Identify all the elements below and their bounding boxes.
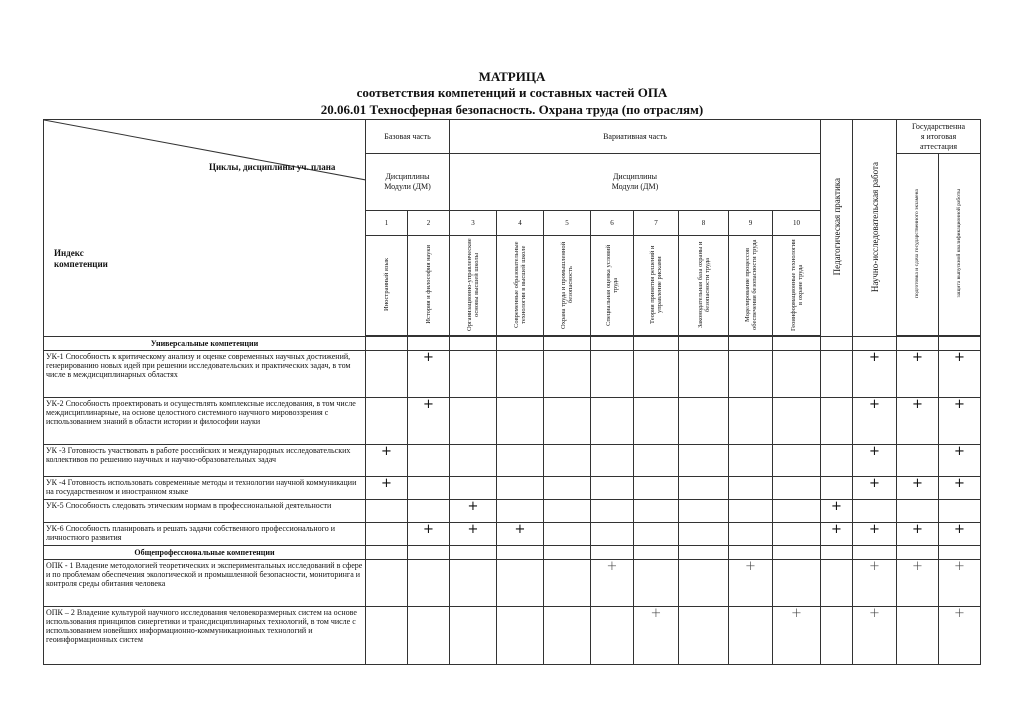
- matrix-cell: [450, 523, 497, 546]
- matrix-cell: [634, 560, 679, 607]
- matrix-cell: [497, 477, 544, 500]
- empty-cell: [408, 546, 450, 560]
- gia-thesis-header: защита выпускной квалификационной работы: [939, 154, 981, 336]
- matrix-cell: [821, 445, 853, 477]
- matrix-cell: [634, 398, 679, 445]
- matrix-cell: [366, 398, 408, 445]
- matrix-cell: [634, 500, 679, 523]
- general-competences-section: [44, 546, 981, 560]
- empty-cell: [497, 337, 544, 351]
- plus-mark: +: [423, 350, 434, 365]
- matrix-cell: [853, 607, 897, 665]
- matrix-cell: [729, 398, 773, 445]
- matrix-cell: [497, 445, 544, 477]
- matrix-cell: [544, 523, 591, 546]
- matrix-cell: [544, 477, 591, 500]
- matrix-cell: [679, 445, 729, 477]
- matrix-cell: [853, 477, 897, 500]
- matrix-cell: [634, 523, 679, 546]
- matrix-cell: [773, 607, 821, 665]
- matrix-cell: [821, 500, 853, 523]
- discipline-header-8: Законодательная база охраны и безопасности труда: [679, 236, 729, 336]
- matrix-cell: [821, 477, 853, 500]
- gia-header: Государственна я итоговая аттестация: [897, 120, 981, 154]
- matrix-cell: [634, 477, 679, 500]
- matrix-cell: [408, 445, 450, 477]
- matrix-cell: [773, 500, 821, 523]
- universal-competences-section-label: Универсальные компетенции: [44, 337, 366, 351]
- discipline-header-1: Иностранный язык: [366, 236, 408, 336]
- matrix-cell: [897, 445, 939, 477]
- discipline-header-2: История и философия науки: [408, 236, 450, 336]
- matrix-cell: [773, 523, 821, 546]
- matrix-cell: [634, 445, 679, 477]
- matrix-cell: [591, 351, 634, 398]
- matrix-cell: [497, 398, 544, 445]
- matrix-cell: [897, 607, 939, 665]
- matrix-cell: [853, 351, 897, 398]
- matrix-cell: [853, 523, 897, 546]
- matrix-cell: [729, 351, 773, 398]
- empty-cell: [821, 546, 853, 560]
- matrix-cell: [366, 351, 408, 398]
- matrix-cell: [939, 560, 981, 607]
- matrix-cell: [939, 607, 981, 665]
- matrix-cell: [821, 523, 853, 546]
- plus-mark: +: [869, 522, 880, 537]
- matrix-cell: [939, 398, 981, 445]
- competence-description: УК -3 Готовность участвовать в работе российских и международных исследовательских коллективов по решению научных и научно-образовательных задач: [44, 445, 366, 477]
- competence-description: УК-2 Способность проектировать и осуществлять комплексные исследования, в том числе междисциплинарные, на основе целостного системного научного мировоззрения с использованием знаний в области истории и философии науки: [44, 398, 366, 445]
- matrix-cell: [634, 351, 679, 398]
- matrix-cell: [897, 398, 939, 445]
- matrix-cell: [366, 500, 408, 523]
- matrix-cell: [939, 445, 981, 477]
- plus-mark: +: [954, 559, 965, 574]
- general-competences-section-label: Общепрофессиональные компетенции: [44, 546, 366, 560]
- plus-mark: +: [467, 522, 479, 537]
- matrix-cell: [366, 523, 408, 546]
- matrix-cell: [897, 523, 939, 546]
- plus-mark: +: [954, 397, 965, 412]
- matrix-cell: [679, 500, 729, 523]
- plus-mark: +: [381, 476, 392, 491]
- matrix-cell: [729, 477, 773, 500]
- plus-mark: +: [954, 606, 965, 621]
- plus-mark: +: [869, 476, 880, 491]
- matrix-cell: [679, 351, 729, 398]
- column-number-2: 2: [408, 211, 450, 236]
- cycles-label: Циклы, дисциплины уч. плана: [209, 162, 336, 172]
- matrix-cell: [821, 607, 853, 665]
- diagonal-line: [44, 120, 366, 336]
- matrix-cell: [634, 607, 679, 665]
- matrix-cell: [408, 560, 450, 607]
- empty-cell: [773, 337, 821, 351]
- header-corner-cell: [44, 120, 366, 337]
- competence-description: УК -4 Готовность использовать современные методы и технологии научной коммуникации на государственном и иностранном языке: [44, 477, 366, 500]
- matrix-cell: [679, 477, 729, 500]
- matrix-cell: [544, 398, 591, 445]
- matrix-cell: [366, 445, 408, 477]
- column-number-9: 9: [729, 211, 773, 236]
- matrix-cell: [544, 560, 591, 607]
- program-title: 20.06.01 Техносферная безопасность. Охрана труда (по отраслям): [320, 102, 704, 117]
- matrix-cell: [939, 477, 981, 500]
- matrix-cell: [497, 607, 544, 665]
- matrix-cell: [729, 560, 773, 607]
- matrix-cell: [853, 445, 897, 477]
- matrix-cell: [821, 398, 853, 445]
- plus-mark: +: [954, 444, 965, 459]
- pedagogical-practice-header: Педагогическая практика: [821, 120, 853, 337]
- competence-description: УК-1 Способность к критическому анализу и оценке современных научных достижений, генерированию новых идей при решении исследовательских и практических задач, в том числе в междисциплинарных областях: [44, 351, 366, 398]
- empty-cell: [591, 546, 634, 560]
- matrix-cell: [897, 560, 939, 607]
- empty-cell: [544, 546, 591, 560]
- empty-cell: [591, 337, 634, 351]
- matrix-cell: [450, 445, 497, 477]
- plus-mark: +: [467, 499, 479, 514]
- matrix-cell: [773, 351, 821, 398]
- empty-cell: [773, 546, 821, 560]
- competence-row: [44, 477, 981, 500]
- column-number-5: 5: [544, 211, 591, 236]
- matrix-cell: [408, 607, 450, 665]
- plus-mark: +: [831, 522, 842, 537]
- plus-mark: +: [869, 559, 880, 574]
- competence-row: [44, 500, 981, 523]
- matrix-cell: [679, 607, 729, 665]
- competence-row: [44, 523, 981, 546]
- competence-row: [44, 560, 981, 607]
- plus-mark: +: [423, 397, 434, 412]
- empty-cell: [634, 546, 679, 560]
- matrix-cell: [408, 351, 450, 398]
- matrix-cell: [408, 523, 450, 546]
- gia-exam-header: подготовка и сдача государственного экзамена: [897, 154, 939, 336]
- research-work-header: Научно-исследовательская работа: [853, 120, 897, 337]
- plus-mark: +: [745, 559, 756, 574]
- plus-mark: +: [514, 522, 526, 537]
- matrix-cell: [821, 351, 853, 398]
- matrix-cell: [729, 445, 773, 477]
- empty-cell: [450, 546, 497, 560]
- plus-mark: +: [912, 476, 923, 491]
- matrix-cell: [591, 560, 634, 607]
- empty-cell: [408, 337, 450, 351]
- universal-competences-section: [44, 337, 981, 351]
- column-number-6: 6: [591, 211, 634, 236]
- empty-cell: [634, 337, 679, 351]
- matrix-cell: [591, 607, 634, 665]
- matrix-cell: [450, 398, 497, 445]
- discipline-header-6: Специальная оценка условий труда: [591, 236, 634, 336]
- plus-mark: +: [954, 350, 965, 365]
- matrix-cell: [729, 607, 773, 665]
- empty-cell: [544, 337, 591, 351]
- matrix-cell: [497, 560, 544, 607]
- competence-row: [44, 351, 981, 398]
- index-label: Индекс компетенции: [54, 248, 108, 269]
- matrix-cell: [450, 607, 497, 665]
- plus-mark: +: [650, 606, 662, 621]
- matrix-cell: [591, 500, 634, 523]
- plus-mark: +: [912, 559, 923, 574]
- empty-cell: [729, 546, 773, 560]
- plus-mark: +: [869, 606, 880, 621]
- plus-mark: +: [869, 397, 880, 412]
- matrix-cell: [450, 477, 497, 500]
- empty-cell: [729, 337, 773, 351]
- matrix-cell: [591, 523, 634, 546]
- matrix-cell: [773, 398, 821, 445]
- matrix-cell: [408, 500, 450, 523]
- matrix-cell: [897, 477, 939, 500]
- matrix-cell: [729, 500, 773, 523]
- plus-mark: +: [954, 476, 965, 491]
- empty-cell: [497, 546, 544, 560]
- competence-row: [44, 398, 981, 445]
- empty-cell: [853, 337, 897, 351]
- matrix-cell: [591, 445, 634, 477]
- competence-matrix: [43, 119, 981, 665]
- competence-row: [44, 607, 981, 665]
- discipline-header-7: Теория принятия решений и управление рисками: [634, 236, 679, 336]
- plus-mark: +: [423, 522, 434, 537]
- matrix-cell: [897, 500, 939, 523]
- matrix-cell: [544, 445, 591, 477]
- matrix-cell: [853, 500, 897, 523]
- matrix-cell: [679, 560, 729, 607]
- matrix-cell: [897, 351, 939, 398]
- competence-description: УК-5 Способность следовать этическим нормам в профессиональной деятельности: [44, 500, 366, 523]
- matrix-cell: [408, 477, 450, 500]
- matrix-cell: [366, 607, 408, 665]
- matrix-cell: [497, 351, 544, 398]
- matrix-cell: [853, 398, 897, 445]
- plus-mark: +: [912, 397, 923, 412]
- matrix-cell: [544, 607, 591, 665]
- empty-cell: [853, 546, 897, 560]
- column-number-3: 3: [450, 211, 497, 236]
- plus-mark: +: [869, 350, 880, 365]
- empty-cell: [450, 337, 497, 351]
- matrix-cell: [366, 560, 408, 607]
- matrix-cell: [450, 351, 497, 398]
- empty-cell: [366, 337, 408, 351]
- matrix-cell: [591, 477, 634, 500]
- plus-mark: +: [954, 522, 965, 537]
- competence-row: [44, 445, 981, 477]
- plus-mark: +: [606, 559, 618, 574]
- competence-description: ОПК – 2 Владение культурой научного исследования человекоразмерных систем на основе использования принципов синергетики и трансдисциплинарных технологий, в том числе с использованием новейших информационно-коммуникационных технологий и геоинформационных систем: [44, 607, 366, 665]
- matrix-cell: [366, 477, 408, 500]
- matrix-cell: [821, 560, 853, 607]
- empty-cell: [897, 546, 939, 560]
- plus-mark: +: [869, 444, 880, 459]
- empty-cell: [679, 337, 729, 351]
- plus-mark: +: [831, 499, 842, 514]
- plus-mark: +: [912, 522, 923, 537]
- matrix-cell: [773, 445, 821, 477]
- matrix-cell: [497, 523, 544, 546]
- matrix-cell: [773, 560, 821, 607]
- document-subtitle: соответствия компетенций и составных частей ОПА: [356, 85, 668, 100]
- column-number-1: 1: [366, 211, 408, 236]
- empty-cell: [897, 337, 939, 351]
- matrix-cell: [497, 500, 544, 523]
- discipline-header-10: Геоинформационные технологии в охране труда: [773, 236, 821, 336]
- discipline-header-9: Моделирование процессов обеспечения безопасности труда: [729, 236, 773, 336]
- matrix-cell: [450, 560, 497, 607]
- matrix-cell: [939, 523, 981, 546]
- matrix-cell: [773, 477, 821, 500]
- matrix-cell: [544, 500, 591, 523]
- matrix-cell: [939, 351, 981, 398]
- discipline-header-5: Охрана труда и промышленной безопасность: [544, 236, 591, 336]
- document-title: МАТРИЦА: [478, 69, 546, 84]
- column-number-8: 8: [679, 211, 729, 236]
- base-disciplines-header: Дисциплины Модули (ДМ): [366, 154, 450, 211]
- matrix-cell: [450, 500, 497, 523]
- column-number-4: 4: [497, 211, 544, 236]
- matrix-cell: [853, 560, 897, 607]
- matrix-cell: [939, 500, 981, 523]
- plus-mark: +: [791, 606, 802, 621]
- plus-mark: +: [381, 444, 392, 459]
- column-number-10: 10: [773, 211, 821, 236]
- discipline-header-3: Организационно-управленческие основы высшей школы: [450, 236, 497, 336]
- plus-mark: +: [912, 350, 923, 365]
- matrix-cell: [729, 523, 773, 546]
- base-part-header: Базовая часть: [366, 120, 450, 154]
- empty-cell: [939, 546, 981, 560]
- variative-disciplines-header: Дисциплины Модули (ДМ): [450, 154, 821, 211]
- matrix-cell: [591, 398, 634, 445]
- variative-part-header: Вариативная часть: [450, 120, 821, 154]
- discipline-header-4: Современные образовательные технологии в высшей школе: [497, 236, 544, 336]
- matrix-cell: [408, 398, 450, 445]
- competence-description: ОПК - 1 Владение методологией теоретических и экспериментальных исследований в сфере и по проблемам обеспечения экологической и промышленной безопасности, мониторинга и контроля среды обитания человека: [44, 560, 366, 607]
- matrix-cell: [679, 398, 729, 445]
- competence-description: УК-6 Способность планировать и решать задачи собственного профессионального и личностного развития: [44, 523, 366, 546]
- matrix-cell: [544, 351, 591, 398]
- empty-cell: [366, 546, 408, 560]
- empty-cell: [939, 337, 981, 351]
- empty-cell: [821, 337, 853, 351]
- empty-cell: [679, 546, 729, 560]
- column-number-7: 7: [634, 211, 679, 236]
- matrix-cell: [679, 523, 729, 546]
